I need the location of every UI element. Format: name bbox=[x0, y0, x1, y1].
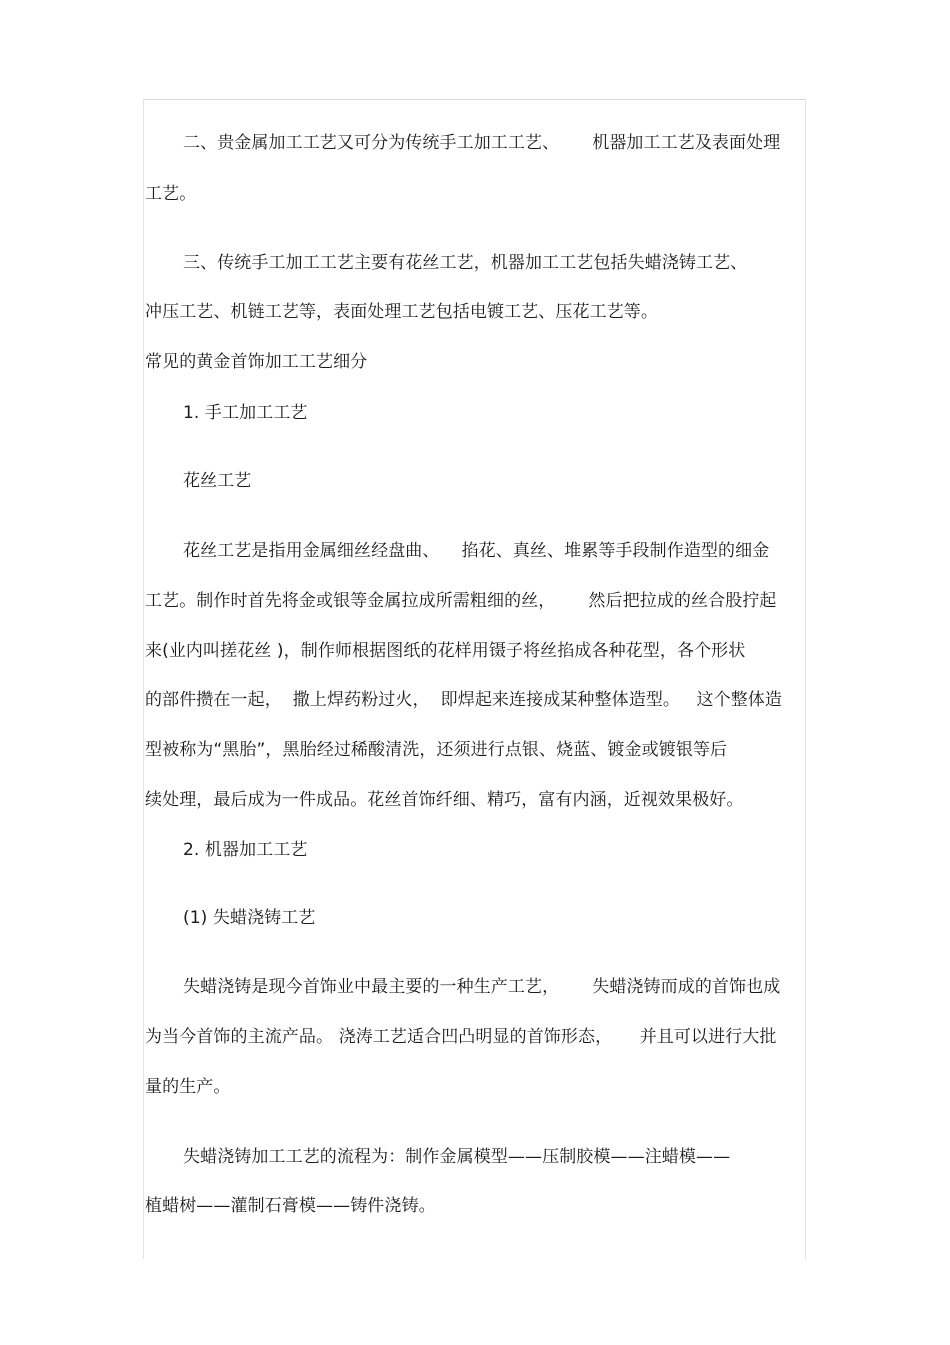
text-line: 工艺。制作时首先将金或银等金属拉成所需粗细的丝， 然后把拉成的丝合股拧起 bbox=[145, 591, 777, 611]
text-line: 为当今首饰的主流产品。 浇涛工艺适合凹凸明显的首饰形态， 并且可以进行大批 bbox=[145, 1027, 777, 1047]
page-frame bbox=[143, 99, 806, 1259]
text-line: 量的生产。 bbox=[145, 1077, 231, 1097]
text-line: 植蜡树——灌制石膏模——铸件浇铸。 bbox=[145, 1196, 436, 1216]
text-line: 失蜡浇铸加工工艺的流程为：制作金属模型——压制胶模——注蜡模—— bbox=[183, 1147, 731, 1167]
text-line: 工艺。 bbox=[145, 184, 197, 204]
subsection-heading: 1. 手工加工工艺 bbox=[183, 403, 308, 423]
text-line: 失蜡浇铸是现今首饰业中最主要的一种生产工艺， 失蜡浇铸而成的首饰也成 bbox=[183, 977, 781, 997]
subsection-heading: (1) 失蜡浇铸工艺 bbox=[183, 908, 316, 928]
section-heading: 常见的黄金首饰加工工艺细分 bbox=[145, 352, 368, 372]
text-line: 续处理，最后成为一件成品。花丝首饰纤细、精巧，富有内涵，近视效果极好。 bbox=[145, 790, 744, 810]
text-line: 来(业内叫搓花丝 )，制作师根据图纸的花样用镊子将丝掐成各种花型，各个形状 bbox=[145, 641, 746, 661]
text-line: 花丝工艺是指用金属细丝经盘曲、 掐花、真丝、堆累等手段制作造型的细金 bbox=[183, 541, 770, 561]
text-line: 三、传统手工加工工艺主要有花丝工艺，机器加工工艺包括失蜡浇铸工艺、 bbox=[183, 253, 748, 273]
text-line: 冲压工艺、机链工艺等，表面处理工艺包括电镀工艺、压花工艺等。 bbox=[145, 302, 658, 322]
text-line: 的部件攒在一起， 撒上焊药粉过火， 即焊起来连接成某种整体造型。 这个整体造 bbox=[145, 690, 783, 710]
subsection-heading: 2. 机器加工工艺 bbox=[183, 840, 308, 860]
subsection-heading: 花丝工艺 bbox=[183, 471, 252, 491]
text-line: 型被称为“黑胎”，黑胎经过稀酸清洗，还须进行点银、烧蓝、镀金或镀银等后 bbox=[145, 740, 728, 760]
text-line: 二、贵金属加工工艺又可分为传统手工加工工艺、 机器加工工艺及表面处理 bbox=[183, 133, 781, 153]
